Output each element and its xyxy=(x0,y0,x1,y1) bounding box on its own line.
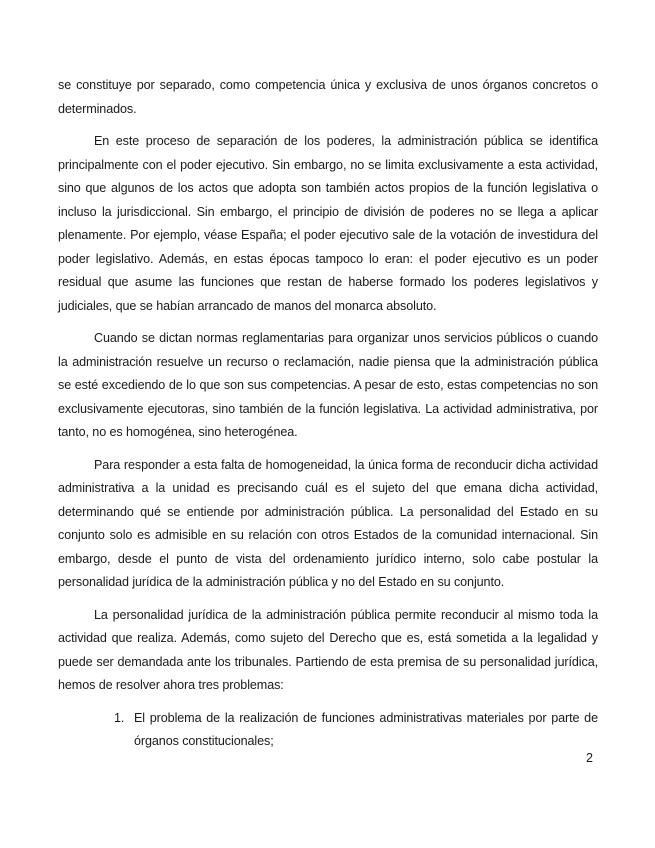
paragraph-continuation: se constituye por separado, como competencia única y exclusiva de unos órganos concretos o determinados. xyxy=(58,78,598,116)
list-item xyxy=(58,707,598,754)
list-item-text: El problema de la realización de funciones administrativas materiales por parte de órganos constitucionales; xyxy=(134,710,598,748)
list-item-number: 1. xyxy=(114,710,125,725)
document-page xyxy=(58,74,598,754)
problems-list xyxy=(58,707,598,754)
paragraph-regulatory-norms: Cuando se dictan normas reglamentarias para organizar unos servicios públicos o cuando la administración resuelve un recurso o reclamación, nadie piensa que la administración pública se esté excediendo de lo que son sus competencias. A pesar de esto, estas competencias no son exclusivamente ejecutoras, sino también de la función legislativa. La actividad administrativa, por tanto, no es homogénea, sino heterogénea. xyxy=(58,331,598,439)
page-number: 2 xyxy=(586,751,594,765)
paragraph-separation-of-powers: En este proceso de separación de los poderes, la administración pública se identifica principalmente con el poder ejecutivo. Sin embargo, no se limita exclusivamente a esta actividad, sino que algunos de los actos que adopta son también actos propios de la función legislativa o incluso la jurisdiccional. Sin embargo, el principio de división de poderes no se llega a aplicar plenamente. Por ejemplo, véase España; el poder ejecutivo sale de la votación de investidura del poder legislativo. Además, en estas épocas tampoco lo eran: el poder ejecutivo es un poder residual que asume las funciones que restan de haberse formado los poderes legislativos y judiciales, que se habían arrancado de manos del monarca absoluto. xyxy=(58,134,598,313)
paragraph-homogeneity: Para responder a esta falta de homogeneidad, la única forma de reconducir dicha actividad administrativa a la unidad es precisando cuál es el sujeto del que emana dicha actividad, determinando qué se entiende por administración pública. La personalidad del Estado en su conjunto solo es admisible en su relación con otros Estados de la comunidad internacional. Sin embargo, desde el punto de vista del ordenamiento jurídico interno, solo cabe postular la personalidad jurídica de la administración pública y no del Estado en su conjunto. xyxy=(58,457,598,589)
paragraph-legal-personality: La personalidad jurídica de la administración pública permite reconducir al mismo toda la actividad que realiza. Además, como sujeto del Derecho que es, está sometida a la legalidad y puede ser demandada ante los tribunales. Partiendo de esta premisa de su personalidad jurídica, hemos de resolver ahora tres problemas: xyxy=(58,607,598,692)
